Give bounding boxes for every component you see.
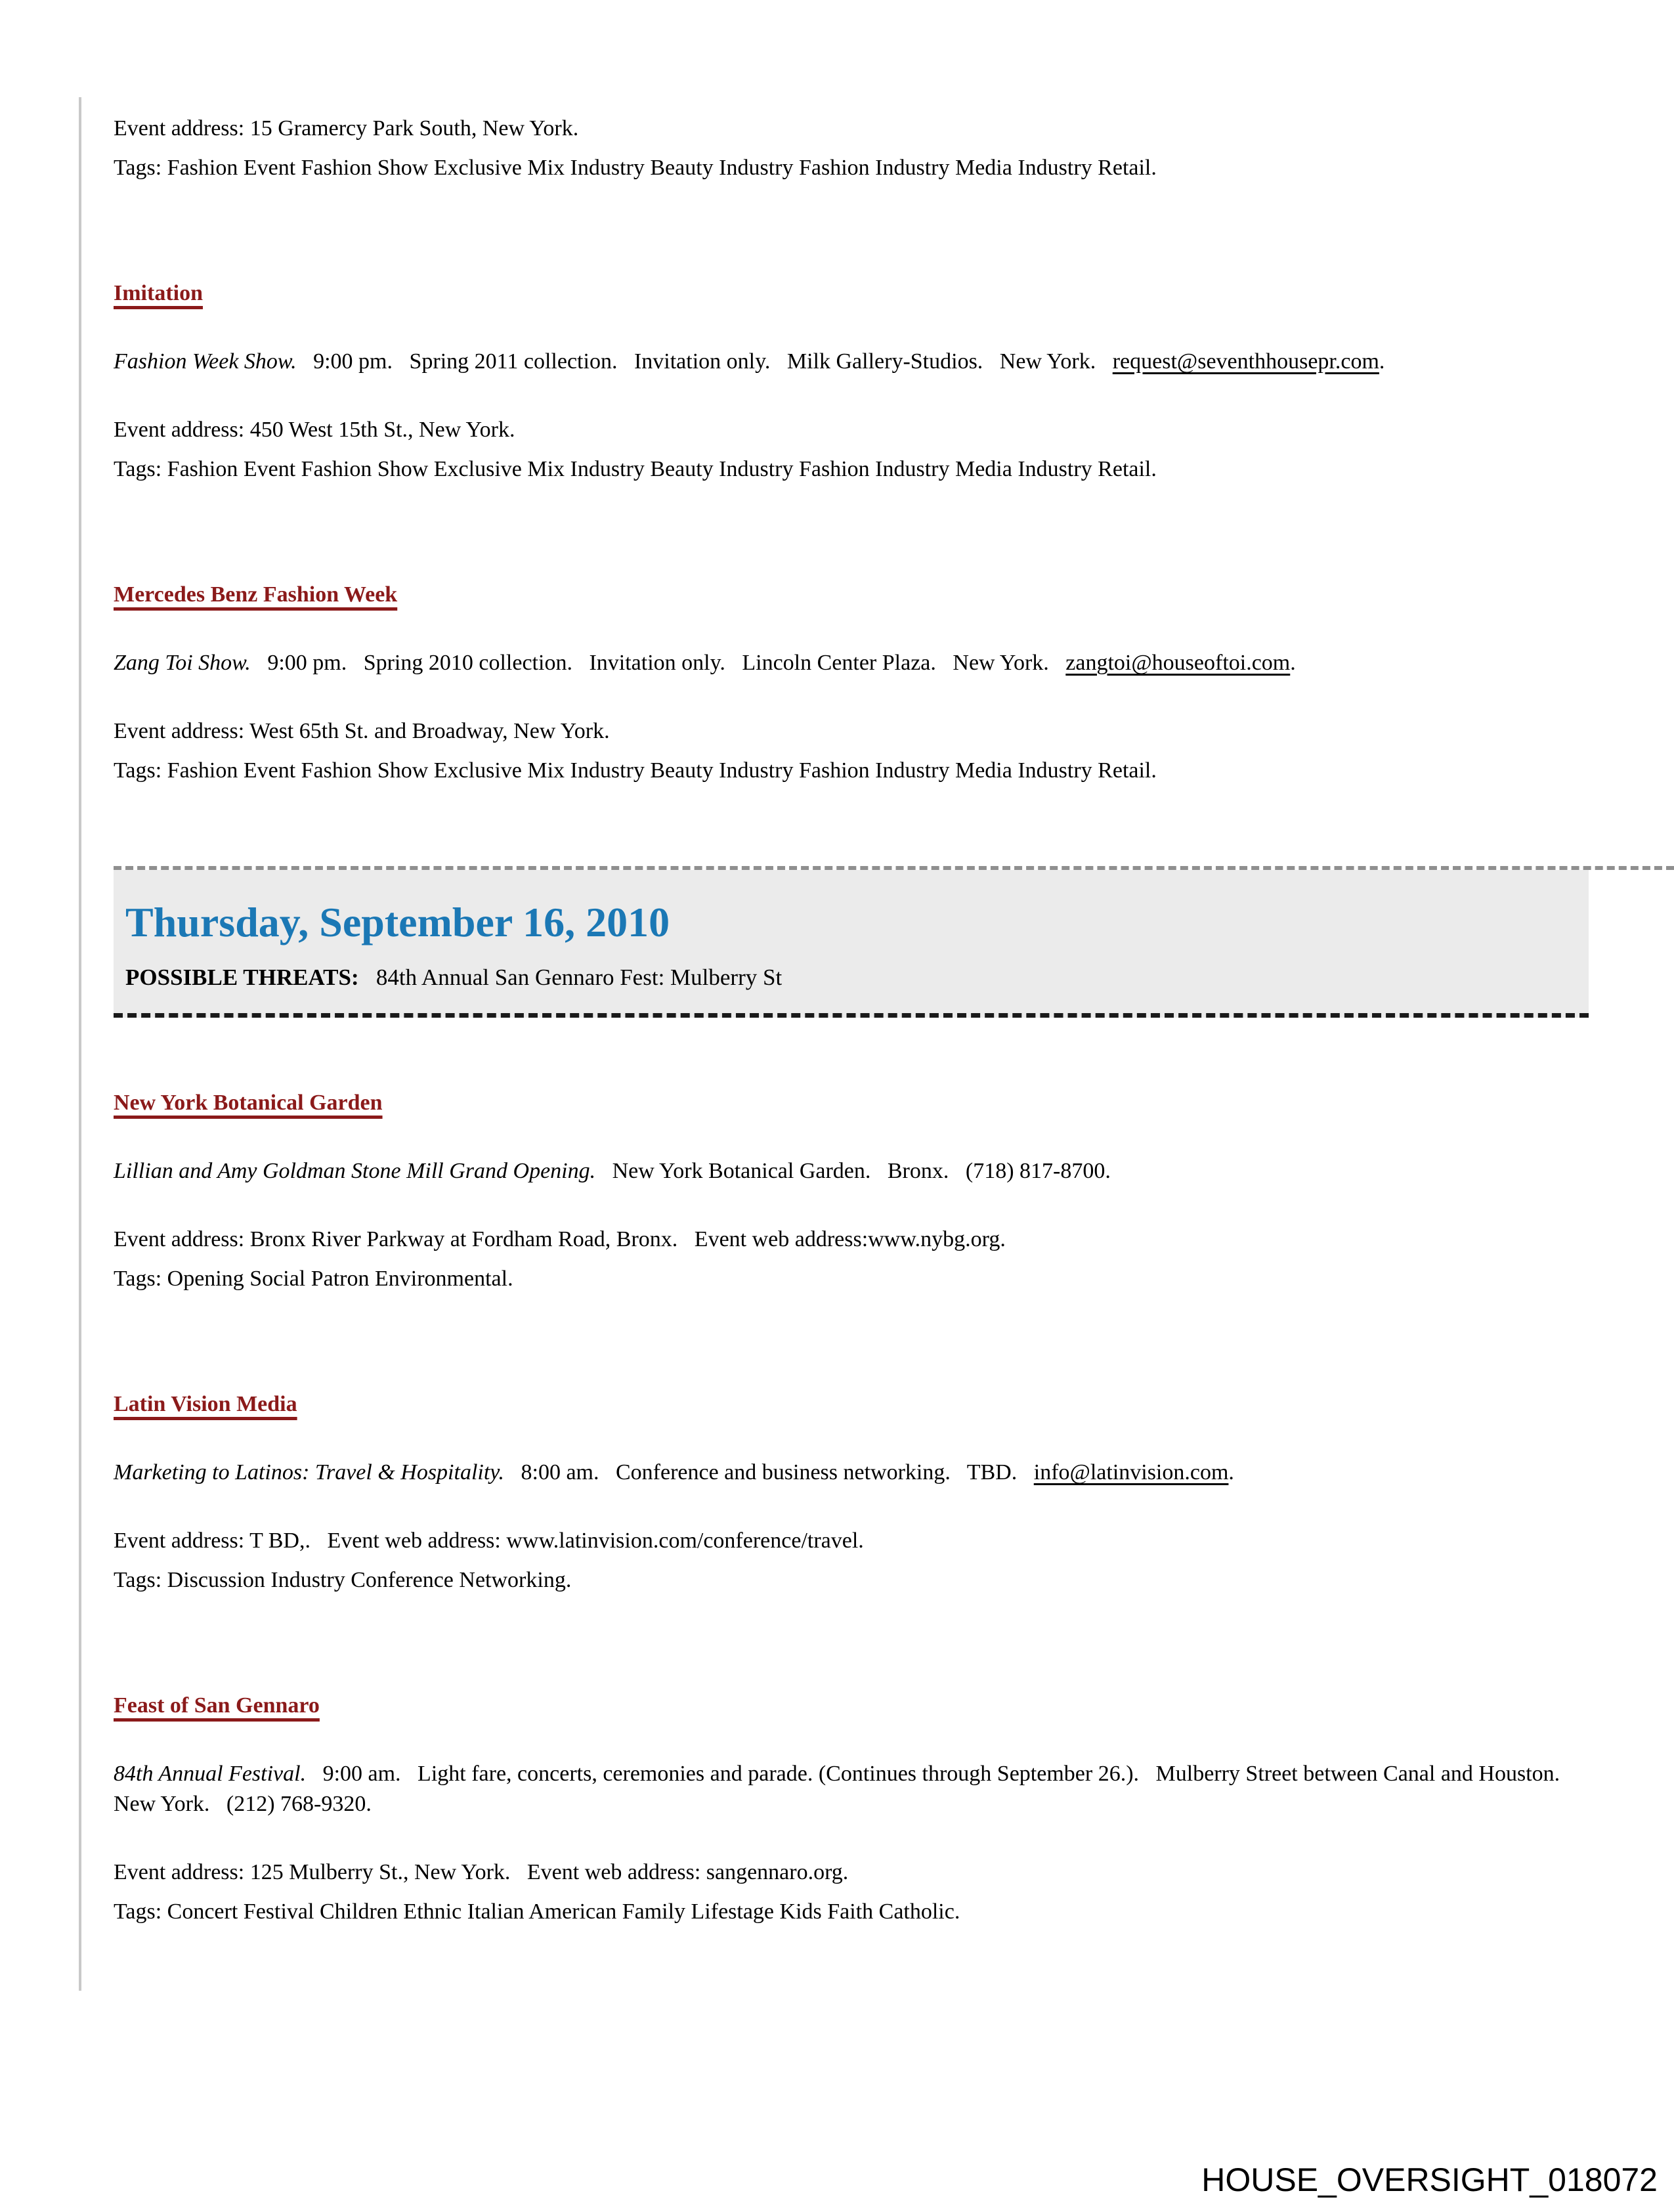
email-link[interactable]: request@seventhhousepr.com	[1112, 349, 1379, 374]
event-summary	[114, 1458, 1589, 1488]
event-address: Event address: 450 West 15th St., New York.	[114, 418, 515, 442]
event-address: Event address: 125 Mulberry St., New York. Event web address: sangennaro.org.	[114, 1860, 849, 1884]
event-summary	[114, 1156, 1589, 1186]
section-heading-imitation	[114, 278, 1589, 309]
event-tags: Tags: Fashion Event Fashion Show Exclusive Mix Industry Beauty Industry Fashion Industry Media Industry Retail.	[114, 457, 1157, 481]
event-title: Zang Toi Show.	[114, 651, 251, 675]
event-tags: Tags: Fashion Event Fashion Show Exclusive Mix Industry Beauty Industry Fashion Industry Media Industry Retail.	[114, 758, 1157, 783]
heading-link-new-york-botanical-garden[interactable]: New York Botanical Garden	[114, 1091, 383, 1115]
heading-link-latin-vision-media[interactable]: Latin Vision Media	[114, 1392, 297, 1416]
event-address: Event address: 15 Gramercy Park South, New York.	[114, 116, 579, 141]
event-details: 9:00 pm. Spring 2011 collection. Invitation only. Milk Gallery-Studios. New York.	[296, 349, 1113, 374]
bates-number: HOUSE_OVERSIGHT_018072	[1201, 2161, 1658, 2198]
event-title: 84th Annual Festival.	[114, 1762, 307, 1786]
event-title: Fashion Week Show.	[114, 349, 297, 374]
heading-link-mercedes-benz-fashion-week[interactable]: Mercedes Benz Fashion Week	[114, 582, 398, 607]
email-link[interactable]: zangtoi@houseoftoi.com	[1065, 651, 1291, 675]
section-heading-feast-of-san-gennaro	[114, 1691, 1589, 1721]
event-tags: Tags: Opening Social Patron Environmental.	[114, 1267, 513, 1291]
event-details: New York Botanical Garden. Bronx. (718) 817-8700.	[595, 1159, 1111, 1183]
event-title: Marketing to Latinos: Travel & Hospitality.	[114, 1460, 504, 1485]
day-banner	[114, 870, 1589, 1018]
event-details: 9:00 am. Light fare, concerts, ceremonies and parade. (Continues through September 26.). Mulberry Street between Canal and Houston. New York. (212) 768-9320.	[114, 1762, 1577, 1816]
day-banner-date: Thursday, September 16, 2010	[125, 899, 670, 945]
section-heading-new-york-botanical-garden	[114, 1088, 1589, 1118]
event-suffix: .	[1290, 651, 1296, 675]
heading-link-feast-of-san-gennaro[interactable]: Feast of San Gennaro	[114, 1693, 320, 1718]
event-details: 8:00 am. Conference and business networking. TBD.	[504, 1460, 1034, 1485]
event-title: Lillian and Amy Goldman Stone Mill Grand Opening.	[114, 1159, 596, 1183]
event-suffix: .	[1379, 349, 1385, 374]
possible-threats-label: POSSIBLE THREATS:	[125, 965, 359, 990]
event-details: 9:00 pm. Spring 2010 collection. Invitation only. Lincoln Center Plaza. New York.	[250, 651, 1066, 675]
left-margin-rule	[79, 97, 81, 1991]
event-summary	[114, 347, 1589, 377]
event-suffix: .	[1228, 1460, 1234, 1485]
event-address: Event address: Bronx River Parkway at Fordham Road, Bronx. Event web address:www.nybg.org.	[114, 1227, 1006, 1251]
event-summary	[114, 1759, 1589, 1819]
event-summary	[114, 648, 1589, 678]
event-tags: Tags: Concert Festival Children Ethnic Italian American Family Lifestage Kids Faith Catholic.	[114, 1899, 960, 1924]
event-tags: Tags: Discussion Industry Conference Networking.	[114, 1568, 572, 1592]
possible-threats-text: 84th Annual San Gennaro Fest: Mulberry St	[358, 965, 783, 990]
day-banner-wrap	[114, 866, 1589, 1018]
event-tags: Tags: Fashion Event Fashion Show Exclusive Mix Industry Beauty Industry Fashion Industry Media Industry Retail.	[114, 156, 1157, 180]
section-heading-mercedes-benz-fashion-week	[114, 580, 1589, 610]
section-heading-latin-vision-media	[114, 1389, 1589, 1420]
page-content	[114, 0, 1589, 1927]
day-banner-threats	[125, 962, 1589, 993]
event-address: Event address: T BD,. Event web address: www.latinvision.com/conference/travel.	[114, 1529, 864, 1553]
heading-link-imitation[interactable]: Imitation	[114, 281, 203, 305]
event-address: Event address: West 65th St. and Broadway, New York.	[114, 719, 610, 743]
email-link[interactable]: info@latinvision.com	[1033, 1460, 1229, 1485]
